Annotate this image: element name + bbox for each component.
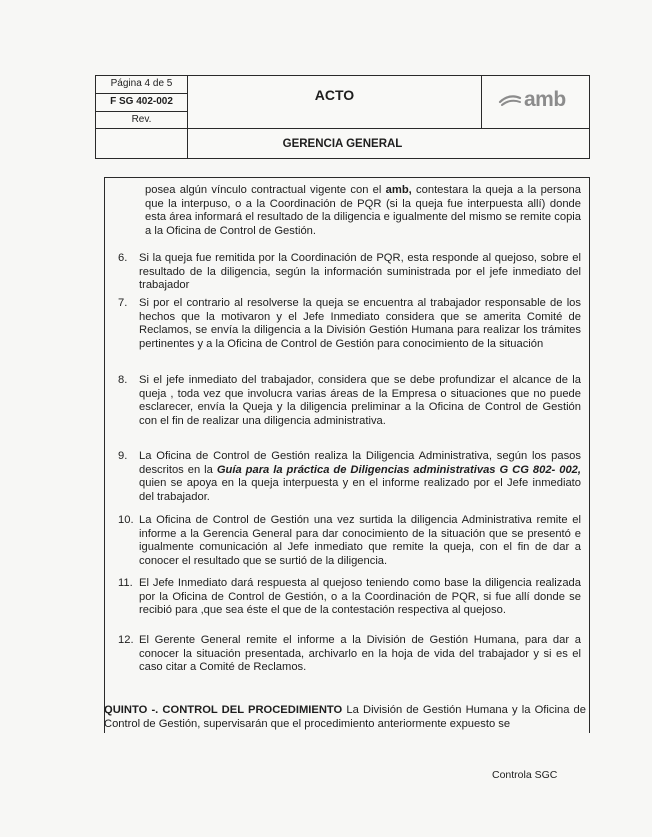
document-title: ACTO bbox=[188, 76, 482, 128]
document-code: F SG 402-002 bbox=[96, 94, 187, 112]
list-item: 10. La Oficina de Control de Gestión una vez surtida la diligencia Administrativa remite el informe a la Gerencia General para dar conocimiento de la situación que se presentó e igualmente comunicación al Jefe inmediato que remite la queja, con el fin de dar a conocer el resultado que se surtió de la diligencia. bbox=[118, 514, 581, 567]
department-label: GERENCIA GENERAL bbox=[96, 128, 589, 158]
list-item: 11. El Jefe Inmediato dará respuesta al quejoso teniendo como base la diligencia realizada por la Oficina de Control de Gestión, o a la Coordinación de PQR, si fue allí donde se recibió para ,que sea éste el que de la contestación respectiva al quejoso. bbox=[118, 577, 581, 617]
list-item: 6. Si la queja fue remitida por la Coordinación de PQR, esta responde al quejoso, sobre el resultado de la diligencia, según la información suministrada por el jefe inmediato del trabajador bbox=[118, 252, 581, 292]
amb-bold: amb, bbox=[385, 184, 412, 196]
intro-paragraph: posea algún vínculo contractual vigente con el amb, contestara la queja a la persona que la interpuso, o a la Coordinación de PQR (si la queja fue interpuesta allí) donde esta área informará el resultado de la diligencia e igualmente del mismo se remite copia a la Oficina de Control de Gestión. bbox=[145, 184, 582, 237]
list-item: 9. La Oficina de Control de Gestión realiza la Diligencia Administrativa, según los pasos descritos en la Guía para la práctica de Diligencias administrativas G CG 802- 002, quien se apoya en la queja interpuesta y en el informe realizado por el Jefe inmediato del trabajador. bbox=[118, 450, 582, 503]
guide-reference: Guía para la práctica de Diligencias administrativas G CG 802- 002, bbox=[216, 463, 582, 476]
logo-cell bbox=[482, 76, 589, 128]
amb-logo bbox=[498, 88, 566, 112]
footer-label: Controla SGC bbox=[492, 769, 558, 781]
list-item: 12. El Gerente General remite el informe a la División de Gestión Humana, para dar a conocer la situación presentada, archivarlo en la hoja de vida del trabajador y si es el caso citar a Comité de Reclamos. bbox=[118, 634, 581, 674]
section-quinto: QUINTO -. CONTROL DEL PROCEDIMIENTO La División de Gestión Humana y la Oficina de Control de Gestión, supervisarán que el procedimiento anteriormente expuesto se bbox=[104, 704, 587, 730]
logo-text: amb bbox=[524, 88, 566, 111]
list-item: 7. Si por el contrario al resolverse la queja se encuentra al trabajador responsable de los hechos que la motivaron y el Jefe Inmediato considera que se amerita Comité de Reclamos, se envía la diligencia a la División Gestión Humana para realizar los trámites pertinentes y a la Oficina de Control de Gestión para conocimiento de la situación bbox=[118, 297, 581, 350]
page-number: Página 4 de 5 bbox=[96, 76, 187, 94]
header-meta bbox=[96, 76, 188, 128]
section-heading: QUINTO -. CONTROL DEL PROCEDIMIENTO bbox=[104, 704, 343, 716]
revision-label: Rev. bbox=[131, 114, 152, 125]
document-header bbox=[95, 75, 590, 159]
swoosh-icon bbox=[498, 91, 522, 109]
list-item: 8. Si el jefe inmediato del trabajador, considera que se debe profundizar el alcance de la queja , toda vez que involucra varias áreas de la Empresa o situaciones que no puede esclarecer, envía la Queja y la diligencia preliminar a la Oficina de Control de Gestión con el fin de realizar una diligencia administrativa. bbox=[118, 374, 581, 427]
